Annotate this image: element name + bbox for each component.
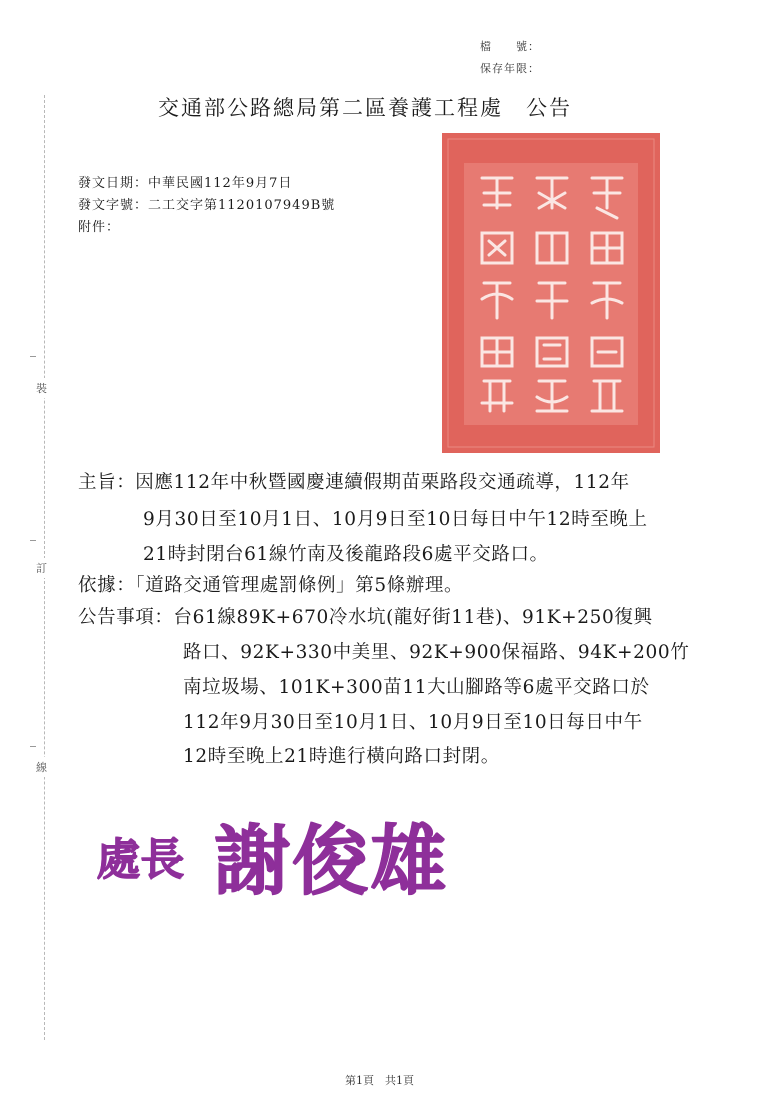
- binding-tick: [30, 746, 36, 747]
- binding-char: 線: [36, 757, 47, 777]
- subject-line-2: 9月30日至10月1日、10月9日至10日每日中午12時至晚上: [143, 509, 648, 530]
- file-number-label: 檔 號：: [480, 40, 540, 53]
- official-seal-stamp: [442, 133, 660, 453]
- notice-line-2: 路口、92K+330中美里、92K+900保福路、94K+200竹: [183, 642, 690, 663]
- binding-tick: [30, 540, 36, 541]
- basis-line: 依據：「道路交通管理處罰條例」第5條辦理。: [78, 575, 464, 596]
- document-title: 交通部公路總局第二區養護工程處 公告: [158, 96, 572, 120]
- subject-line-1: 主旨：因應112年中秋暨國慶連續假期苗栗路段交通疏導，112年: [78, 472, 630, 493]
- reference-number: 發文字號：二工交字第1120107949B號: [78, 198, 336, 213]
- attachment-label: 附件：: [78, 220, 121, 235]
- subject-line-3: 21時封閉台61線竹南及後龍路段6處平交路口。: [143, 544, 549, 565]
- signature-name: 謝俊雄: [214, 816, 448, 905]
- page-number: 第1頁 共1頁: [345, 1074, 414, 1087]
- notice-line-5: 12時至晚上21時進行橫向路口封閉。: [183, 746, 500, 767]
- notice-line-4: 112年9月30日至10月1日、10月9日至10日每日中午: [183, 712, 643, 733]
- binding-char: 訂: [36, 558, 47, 578]
- issue-date: 發文日期：中華民國112年9月7日: [78, 176, 293, 191]
- binding-tick: [30, 356, 36, 357]
- binding-char: 裝: [36, 378, 47, 398]
- retention-period-label: 保存年限：: [480, 62, 540, 75]
- signature-title: 處長: [96, 834, 184, 885]
- notice-line-3: 南垃圾場、101K+300苗11大山腳路等6處平交路口於: [183, 677, 650, 698]
- notice-line-1: 公告事項：台61線89K+670冷水坑(龍好街11巷)、91K+250復興: [78, 607, 653, 628]
